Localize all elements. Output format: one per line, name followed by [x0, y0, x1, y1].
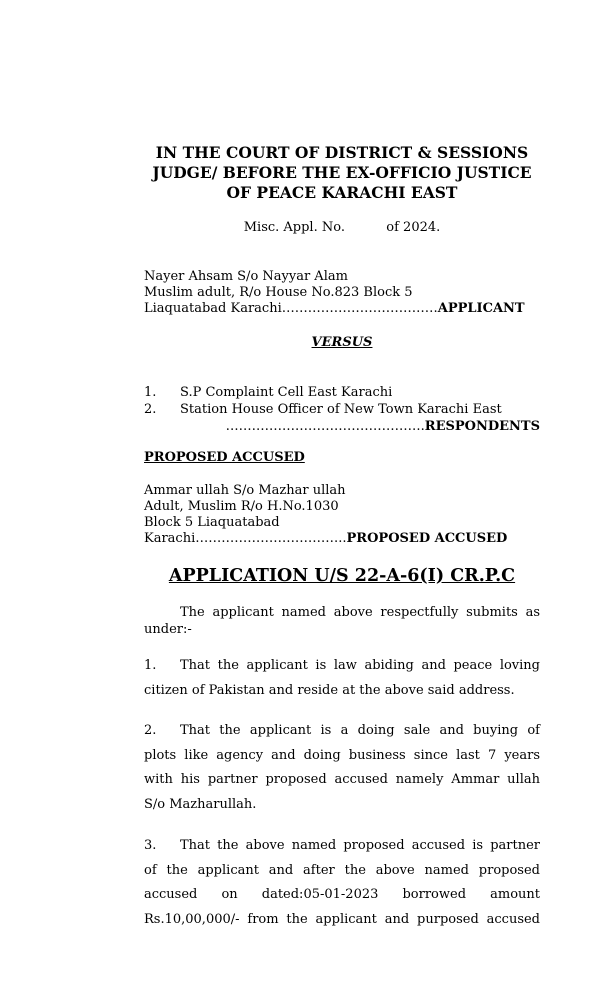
applicant-address-dots: Liaquatabad Karachi………………………………: [144, 301, 438, 316]
accused-last-line: [144, 531, 540, 547]
paragraph-first-line: [144, 719, 540, 744]
intro-line: [144, 604, 540, 621]
court-title-line: OF PEACE KARACHI EAST: [226, 183, 458, 202]
paragraph-3: [144, 834, 540, 932]
accused-line: Adult, Muslim R/o H.No.1030: [144, 499, 339, 514]
respondents-list: [144, 384, 540, 435]
versus-heading: VERSUS: [311, 335, 373, 350]
applicant-block: [144, 269, 540, 317]
paragraph-line: plots like agency and doing business since last 7 years: [144, 747, 540, 763]
respondents-dots: ……………………………………….: [225, 419, 425, 434]
applicant-last-line: [144, 301, 540, 317]
paragraph-number: 3.: [144, 838, 157, 853]
applicant-line: Muslim adult, R/o House No.823 Block 5: [144, 285, 413, 300]
application-heading: APPLICATION U/S 22-A-6(I) CR.P.C: [168, 566, 516, 586]
paragraph-first-line: [144, 834, 540, 859]
paragraph-first-line: [144, 653, 540, 678]
misc-application-number: Misc. Appl. No. of 2024.: [243, 220, 441, 235]
proposed-accused-heading: PROPOSED ACCUSED: [144, 450, 305, 465]
accused-line: Ammar ullah S/o Mazhar ullah: [144, 483, 346, 498]
paragraph-line: S/o Mazharullah.: [144, 796, 257, 812]
applicant-line: Nayer Ahsam S/o Nayyar Alam: [144, 269, 348, 284]
respondent-item: [144, 401, 540, 418]
respondent-number: 1.: [144, 385, 157, 400]
paragraph-text: That the applicant is law abiding and peace loving: [180, 658, 540, 673]
intro-text: The applicant named above respectfully submits as: [180, 605, 540, 620]
accused-address-dots: Karachi……………………………..: [144, 531, 347, 546]
paragraph-number: 1.: [144, 658, 157, 673]
respondents-line: [144, 418, 540, 435]
paragraph-2: [144, 719, 540, 817]
paragraph-line: with his partner proposed accused namely Ammar ullah: [144, 772, 540, 787]
paragraph-number: 2.: [144, 723, 157, 738]
respondent-item: [144, 384, 540, 401]
court-title-line: IN THE COURT OF DISTRICT & SESSIONS: [155, 143, 529, 162]
paragraph-1: [144, 653, 540, 703]
accused-tag: PROPOSED ACCUSED: [346, 531, 508, 546]
accused-line: Block 5 Liaquatabad: [144, 515, 280, 530]
intro-paragraph: [144, 604, 540, 638]
paragraph-line: Rs.10,00,000/- from the applicant and purposed accused: [144, 911, 540, 927]
respondent-text: S.P Complaint Cell East Karachi: [180, 385, 393, 400]
respondents-tag: RESPONDENTS: [424, 419, 540, 434]
paragraph-text: That the above named proposed accused is partner: [180, 838, 540, 853]
paragraph-line: citizen of Pakistan and reside at the above said address.: [144, 683, 515, 698]
respondent-number: 2.: [144, 402, 157, 417]
paragraph-line: of the applicant and after the above named proposed: [144, 862, 540, 878]
applicant-tag: APPLICANT: [437, 301, 525, 316]
intro-line: under:-: [144, 622, 192, 637]
court-title-line: JUDGE/ BEFORE THE EX-OFFICIO JUSTICE: [152, 163, 532, 182]
proposed-accused-block: [144, 483, 540, 547]
respondent-text: Station House Officer of New Town Karachi East: [180, 402, 502, 417]
paragraph-text: That the applicant is a doing sale and buying of: [180, 723, 540, 738]
court-title: [144, 143, 540, 203]
paragraph-line: accused on dated:05-01-2023 borrowed amount: [144, 887, 540, 902]
